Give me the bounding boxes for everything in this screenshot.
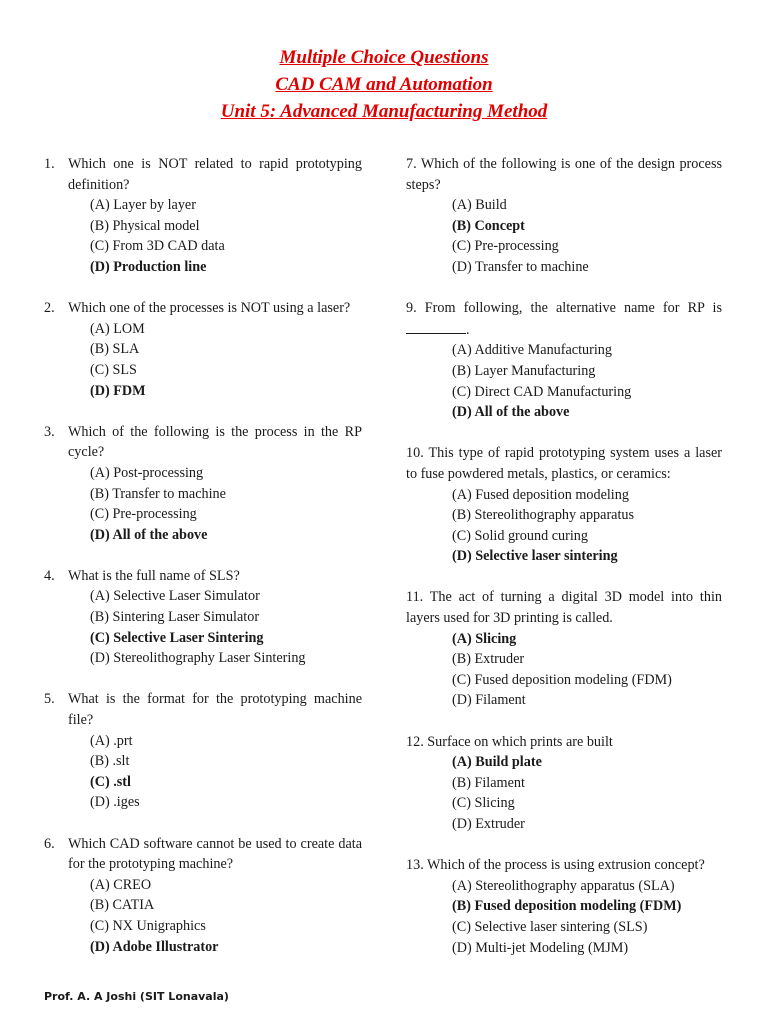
option: (C) From 3D CAD data — [90, 238, 225, 255]
document-header — [0, 44, 768, 125]
doc-unit: Unit 5: Advanced Manufacturing Method — [220, 101, 548, 122]
option-list — [44, 319, 362, 401]
option-list — [44, 731, 362, 813]
question-item — [406, 443, 722, 567]
option: (D) .iges — [90, 794, 140, 811]
question-number: 2. — [44, 300, 55, 317]
correct-option: (D) Selective laser sintering — [452, 548, 618, 565]
option-list — [44, 875, 362, 957]
option: (C) NX Unigraphics — [90, 917, 206, 934]
question-text: 10. This type of rapid prototyping system uses a laser to fuse powdered metals, plastics, or ceramics: — [406, 445, 722, 482]
option-list — [406, 195, 722, 277]
option: (A) Build — [452, 197, 507, 214]
option-list — [406, 485, 722, 567]
option: (A) Post-processing — [90, 464, 204, 481]
option: (C) SLS — [90, 361, 137, 378]
option-list — [406, 876, 722, 958]
question-text: 12. Surface on which prints are built — [406, 733, 613, 750]
option: (A) Stereolithography apparatus (SLA) — [452, 877, 675, 894]
option: (A) .prt — [90, 732, 133, 749]
question-item: 9. From following, the alternative name for RP is . (A) Additive Manufacturing (B) Layer Manufacturing (C) Direct CAD Manufacturing (D) All of the above — [406, 298, 722, 423]
answer-blank — [406, 319, 466, 334]
doc-title: Multiple Choice Questions — [279, 47, 489, 68]
option: (A) Additive Manufacturing — [452, 342, 612, 359]
option-list — [44, 195, 362, 277]
option: (A) Layer by layer — [90, 197, 196, 214]
option: (A) LOM — [90, 320, 145, 337]
option: (C) Slicing — [452, 795, 515, 812]
doc-subject: CAD CAM and Automation — [275, 74, 493, 95]
right-question-column — [406, 154, 722, 979]
question-item — [406, 732, 722, 835]
correct-option: (D) FDM — [90, 382, 146, 399]
option-list — [406, 629, 722, 711]
correct-option: (D) Adobe Illustrator — [90, 938, 219, 955]
option: (C) Solid ground curing — [452, 527, 588, 544]
correct-option: (A) Slicing — [452, 630, 517, 647]
question-text: Which one of the processes is NOT using a laser? — [68, 300, 351, 317]
option: (B) SLA — [90, 341, 140, 358]
correct-option: (D) All of the above — [90, 526, 208, 543]
question-text: What is the format for the prototyping machine file? — [68, 691, 362, 729]
option: (D) Transfer to machine — [452, 258, 589, 275]
correct-option: (B) Concept — [452, 217, 525, 234]
question-item — [44, 422, 362, 546]
question-number: 6. — [44, 835, 55, 852]
option: (B) Layer Manufacturing — [452, 362, 596, 379]
option-list — [406, 752, 722, 834]
question-item — [44, 566, 362, 669]
correct-option: (C) Selective Laser Sintering — [90, 629, 264, 646]
left-question-column — [44, 154, 362, 978]
correct-option: (D) All of the above — [452, 404, 570, 421]
question-item — [44, 689, 362, 813]
option: (D) Extruder — [452, 816, 525, 832]
option: (B) Physical model — [90, 217, 200, 234]
question-text: Which one is NOT related to rapid prototyping definition? — [68, 156, 362, 193]
page-footer: Prof. A. A Joshi (SIT Lonavala) — [44, 990, 229, 1003]
option: (B) Filament — [452, 774, 525, 791]
option: (D) Multi-jet Modeling (MJM) — [452, 939, 629, 956]
option-list — [44, 463, 362, 545]
option: (A) Fused deposition modeling — [452, 486, 629, 503]
option: (B) Transfer to machine — [90, 485, 226, 502]
option: (B) CATIA — [90, 897, 155, 914]
question-item — [44, 298, 362, 401]
option: (C) Direct CAD Manufacturing — [452, 383, 632, 400]
correct-option: (D) Production line — [90, 258, 207, 275]
question-text: 7. Which of the following is one of the design process steps? — [406, 156, 722, 193]
option: (C) Fused deposition modeling (FDM) — [452, 671, 672, 688]
question-item — [406, 587, 722, 711]
question-text: 13. Which of the process is using extrusion concept? — [406, 857, 705, 874]
option: (C) Pre-processing — [452, 238, 559, 255]
option: (B) Sintering Laser Simulator — [90, 609, 260, 626]
question-text: 11. The act of turning a digital 3D model into thin layers used for 3D printing is called. — [406, 589, 722, 627]
correct-option: (A) Build plate — [452, 754, 542, 771]
question-text: What is the full name of SLS? — [68, 567, 240, 584]
question-item — [406, 855, 722, 958]
option-list — [406, 340, 722, 422]
option: (C) Pre-processing — [90, 506, 197, 523]
option: (A) Selective Laser Simulator — [90, 588, 260, 605]
option: (B) Stereolithography apparatus — [452, 507, 635, 524]
option: (D) Stereolithography Laser Sintering — [90, 650, 306, 667]
option: (D) Filament — [452, 692, 526, 709]
question-text: Which CAD software cannot be used to create data for the prototyping machine? — [68, 835, 362, 873]
question-item — [406, 154, 722, 278]
question-number: 3. — [44, 423, 55, 440]
question-item — [44, 834, 362, 958]
correct-option: (B) Fused deposition modeling (FDM) — [452, 898, 682, 915]
question-text: Which of the following is the process in the RP cycle? — [68, 423, 362, 461]
question-number: 1. — [44, 156, 55, 172]
option: (B) Extruder — [452, 651, 525, 668]
correct-option: (C) .stl — [90, 773, 131, 790]
question-number: 5. — [44, 691, 55, 708]
option: (A) CREO — [90, 876, 152, 893]
question-number: 4. — [44, 567, 55, 584]
option: (B) .slt — [90, 753, 130, 770]
option-list — [44, 586, 362, 668]
option: (C) Selective laser sintering (SLS) — [452, 918, 648, 935]
question-text: 9. From following, the alternative name for RP is — [406, 300, 722, 317]
question-item — [44, 154, 362, 278]
